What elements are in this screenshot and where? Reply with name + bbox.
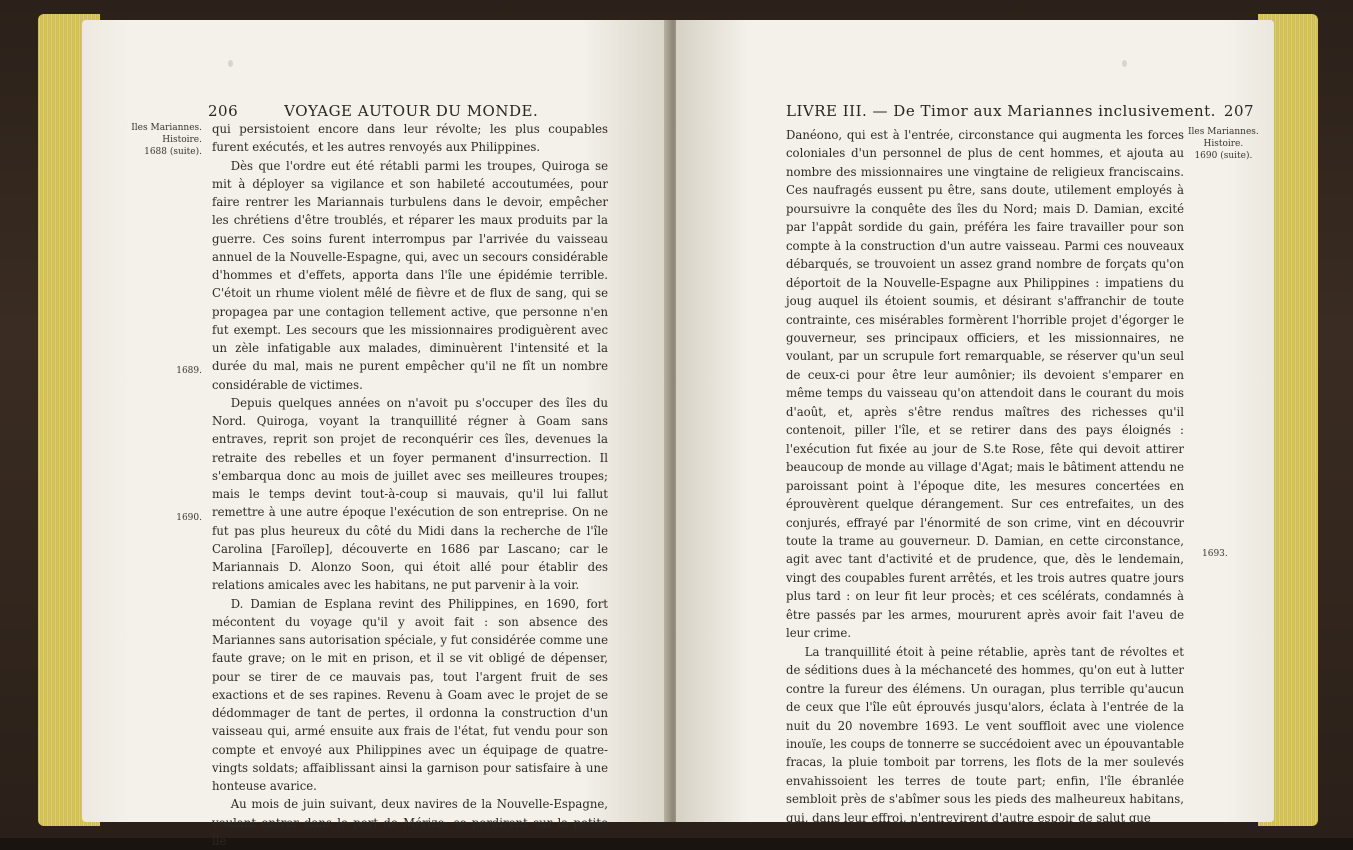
- margin-line: 1693.: [1202, 549, 1228, 559]
- paragraph: qui persistoient encore dans leur révolte; les plus coupables furent exécutés, et les autres renvoyés aux Philippines.: [212, 122, 608, 155]
- margin-line: Histoire.: [1203, 139, 1244, 149]
- left-running-title: VOYAGE AUTOUR DU MONDE.: [284, 102, 539, 120]
- margin-line: Iles Mariannes.: [1188, 127, 1259, 137]
- margin-line: Histoire.: [162, 135, 202, 145]
- right-page-number: 207: [1223, 102, 1255, 120]
- left-margin-note-2: [176, 365, 202, 377]
- left-page-number: 206: [208, 102, 239, 120]
- margin-line: Iles Mariannes.: [131, 123, 202, 133]
- paragraph: Depuis quelques années on n'avoit pu s'occuper des îles du Nord. Quiroga, voyant la tranquillité régner à Goam sans entraves, reprit son projet de reconquérir ces îles, devenues la retraite des rebelles et un foyer permanent d'insurrection. Il s'embarqua donc au mois de juillet avec ses meilleures troupes; mais le temps devint tout-à-coup si mauvais, qu'il lui fallut remettre à une autre époque l'exécution de son entreprise. On ne fut pas plus heureux du côté du Midi dans la recherche de l'île Carolina [Faroïlep], découverte en 1686 par Lascano; car le Mariannais D. Alonzo Soon, qui étoit allé pour établir des relations amicales avec les habitans, ne put parvenir à la voir.: [212, 395, 608, 593]
- paragraph: Au mois de juin suivant, deux navires de la Nouvelle-Espagne, voulant entrer dans le port de Mérizo, se perdirent sur la petite île: [212, 797, 608, 848]
- left-margin-note-1: [131, 122, 202, 158]
- paragraph: Dès que l'ordre eut été rétabli parmi les troupes, Quiroga se mit à déployer sa vigilance et son habileté accoutumées, pour faire rentrer les Mariannais turbulens dans le devoir, empêcher les chrétiens d'être troublés, et réparer les maux produits par la guerre. Ces soins furent interrompus par l'arrivée du vaisseau annuel de la Nouvelle-Espagne, qui, avec un secours considérable d'hommes et d'effets, apporta dans l'île une épidémie terrible. C'étoit un rhume violent mêlé de fièvre et de flux de sang, qui se propagea par une contagion tellement active, que personne n'en fut exempt. Les secours que les missionnaires prodiguèrent avec un zèle infatigable aux malades, diminuèrent l'intensité et la durée du mal, mais ne purent empêcher qu'il ne fît un nombre considérable de victimes.: [212, 158, 608, 392]
- left-body-text: [212, 120, 608, 850]
- left-page: [82, 20, 670, 848]
- right-running-title: LIVRE III. — De Timor aux Mariannes inclusivement.: [786, 102, 1216, 120]
- margin-line: 1688 (suite).: [144, 147, 202, 157]
- paper-spot: [228, 60, 233, 67]
- right-margin-note-1: [1188, 126, 1259, 162]
- margin-line: 1689.: [176, 366, 202, 376]
- right-body-text: [786, 126, 1184, 827]
- paper-spot: [1122, 60, 1127, 67]
- left-margin-note-3: [176, 512, 202, 524]
- right-running-head: [786, 102, 1254, 120]
- left-running-head: [208, 102, 538, 120]
- paragraph: D. Damian de Esplana revint des Philippines, en 1690, fort mécontent du voyage qu'il y avoit fait : son absence des Mariannes sans autorisation spéciale, y fut considérée comme une faute grave; on le mit en prison, et il se vit obligé de dépenser, pour se tirer de ce mauvais pas, tout l'argent fruit de ses exactions et de ses rapines. Revenu à Goam avec le projet de se dédommager de tant de pertes, il ordonna la construction d'un vaisseau qui, armé ensuite aux frais de l'état, fut vendu pour son compte et envoyé aux Philippines avec un équipage de quatre-vingts soldats; affaiblissant ainsi la garnison pour satisfaire à une honteuse avarice.: [212, 596, 608, 793]
- right-page: [676, 20, 1274, 825]
- margin-line: 1690.: [176, 513, 202, 523]
- paragraph: La tranquillité étoit à peine rétablie, après tant de révoltes et de séditions dues à la méchanceté des hommes, qu'on eut à lutter contre la fureur des élémens. Un ouragan, plus terrible qu'aucun de ceux que l'île eût éprouvés jusqu'alors, éclata à l'entrée de la nuit du 20 novembre 1693. Le vent souffloit avec une violence inouïe, les coups de tonnerre se succédoient avec un épouvantable fracas, la pluie tomboit par torrens, les flots de la mer soulevés envahissoient les terres de toute part; enfin, l'île ébranlée sembloit près de s'abîmer sous les pieds des malheureux habitans, qui, dans leur effroi, n'entrevirent d'autre espoir de salut que: [786, 644, 1184, 825]
- margin-line: 1690 (suite).: [1194, 151, 1253, 161]
- paragraph: Danéono, qui est à l'entrée, circonstance qui augmenta les forces coloniales d'un personnel de plus de cent hommes, et ajouta au nombre des missionnaires une vingtaine de religieux franciscains. Ces naufragés eussent pu être, sans doute, utilement employés à poursuivre la conquête des îles du Nord; mais D. Damian, excité par l'appât sordide du gain, préféra les faire travailler pour son compte à la construction d'un autre vaisseau. Parmi ces nouveaux débarqués, se trouvoient un assez grand nombre de forçats qu'on déportoit de la Nouvelle-Espagne aux Philippines : impatiens du joug auquel ils étoient soumis, et désirant s'affranchir de toute contrainte, ces misérables formèrent l'horrible projet d'égorger le gouverneur, ses principaux officiers, et les missionnaires, ne voulant, par un scrupule fort remarquable, se réserver qu'un seul de ceux-ci pour être leur aumônier; ils devoient s'emparer en même temps du vaisseau qu'on attendoit dans le courant du mois d'août, et, après s'être rendus maîtres des richesses qu'il contenoit, piller l'île, et se retirer dans des pays éloignés : l'exécution fut fixée au jour de S.te Rose, fête qui devoit attirer beaucoup de monde au village d'Agat; mais le bâtiment attendu ne paroissant point à l'époque dite, les mesures concertées en éprouvèrent quelque dérangement. Sur ces entrefaites, un des conjurés, effrayé par l'énormité de son crime, vint en découvrir toute la trame au gouverneur. D. Damian, en cette circonstance, agit avec tant d'activité et de prudence, que, dès le lendemain, vingt des coupables furent arrêtés, et les trois autres quatre jours plus tard : on leur fit leur procès; et ces scélérats, condamnés à être passés par les armes, moururent après avoir fait l'aveu de leur crime.: [786, 128, 1184, 641]
- right-margin-note-2: [1202, 548, 1228, 560]
